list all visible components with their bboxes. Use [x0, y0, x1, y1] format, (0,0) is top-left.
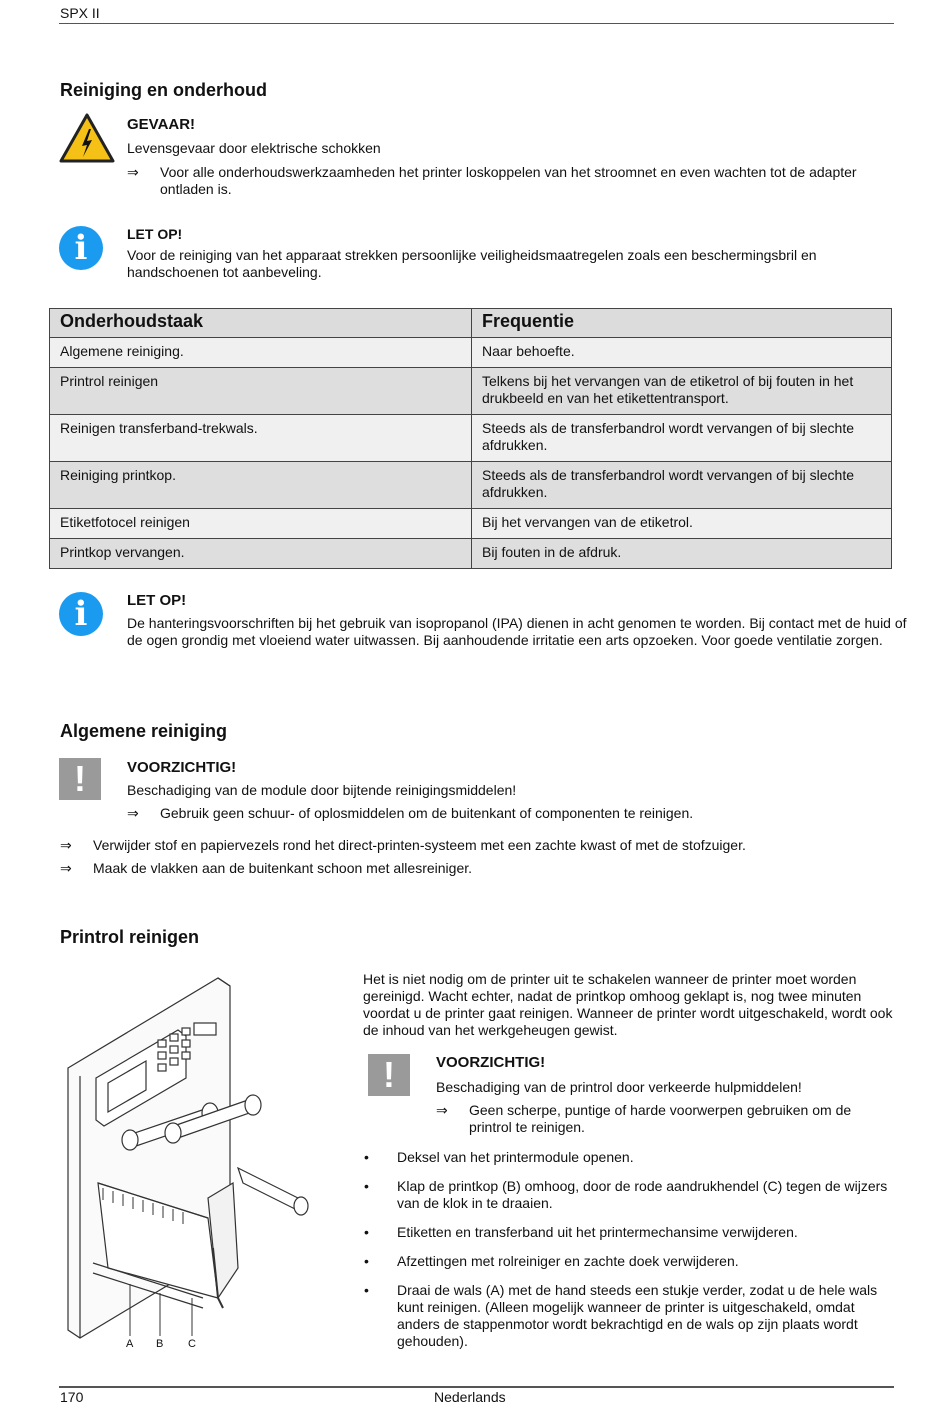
- danger-title: GEVAAR!: [127, 116, 196, 133]
- danger-text: Levensgevaar door elektrische schokken: [127, 140, 381, 156]
- table-row: [50, 509, 892, 539]
- header-divider: [59, 23, 894, 24]
- printer-mechanism-illustration: [58, 968, 318, 1353]
- list-item-text: Afzettingen met rolreiniger en zachte doek verwijderen.: [397, 1253, 739, 1269]
- arrow-icon: ⇒: [60, 837, 72, 853]
- list-item: [364, 1224, 894, 1241]
- info-icon: i: [59, 226, 103, 270]
- table-row: [50, 338, 892, 368]
- bullet-icon: •: [364, 1253, 369, 1269]
- page-number: 170: [60, 1389, 84, 1405]
- step-text: Verwijder stof en papiervezels rond het direct-printen-systeem met een zachte kwast of met de stofzuiger.: [93, 837, 746, 853]
- note-text: Voor de reiniging van het apparaat strekken persoonlijke veiligheidsmaatregelen zoals een beschermingsbril en handschoenen tot aanbeveling.: [127, 247, 817, 280]
- frequency-cell: Telkens bij het vervangen van de etiketrol of bij fouten in het drukbeeld en van het etikettentransport.: [472, 368, 892, 415]
- frequency-cell: Bij het vervangen van de etiketrol.: [472, 509, 892, 539]
- step-text: Maak de vlakken aan de buitenkant schoon met allesreiniger.: [93, 860, 473, 876]
- list-item-text: Draai de wals (A) met de hand steeds een stukje verder, zodat u de hele wals kunt reinigen. (Alleen mogelijk wanneer de printer is uitgeschakeld, omdat anders de stappenmotor wordt bekrachtigd en de wals op zijn plaats wordt gehouden).: [397, 1282, 878, 1349]
- task-cell: Reiniging printkop.: [50, 462, 472, 509]
- caution-text: Beschadiging van de module door bijtende reinigingsmiddelen!: [127, 782, 517, 798]
- frequency-cell: Steeds als de transferbandrol wordt vervangen of bij slechte afdrukken.: [472, 415, 892, 462]
- caution-title: VOORZICHTIG!: [436, 1054, 546, 1071]
- arrow-icon: ⇒: [60, 860, 72, 876]
- caution-instruction: Gebruik geen schuur- of oplosmiddelen om de buitenkant of componenten te reinigen.: [160, 805, 694, 821]
- print-roller-steps: [364, 1149, 894, 1362]
- maintenance-table: [49, 308, 892, 569]
- step-item: [60, 837, 880, 854]
- general-cleaning-steps: [60, 837, 880, 877]
- danger-instruction: Voor alle onderhoudswerkzaamheden het printer loskoppelen van het stroomnet en even wachten tot de adapter ontladen is.: [160, 164, 857, 197]
- danger-notice: [127, 116, 857, 198]
- caution-instruction: Geen scherpe, puntige of harde voorwerpen gebruiken om de printrol te reinigen.: [469, 1102, 852, 1135]
- note-ipa: [127, 592, 907, 649]
- section-title-print-roller: Printrol reinigen: [60, 927, 200, 947]
- table-row: [50, 462, 892, 509]
- list-item-text: Deksel van het printermodule openen.: [397, 1149, 634, 1165]
- list-item: [364, 1253, 894, 1270]
- bullet-icon: •: [364, 1224, 369, 1240]
- arrow-icon: ⇒: [127, 164, 139, 180]
- caution-exclamation-icon: !: [368, 1054, 410, 1096]
- footer-divider: [59, 1386, 894, 1388]
- caution-notice: [127, 759, 847, 822]
- high-voltage-warning-icon: [59, 113, 115, 168]
- caution-exclamation-icon: !: [59, 758, 101, 800]
- figure-label-c: C: [188, 1338, 196, 1350]
- figure-label-b: B: [156, 1338, 164, 1350]
- print-roller-intro: Het is niet nodig om de printer uit te schakelen wanneer de printer moet worden gereinigd. Wacht echter, nadat de printkop omhoog geklapt is, nog twee minuten voordat u de printer gaat reinigen. Wanneer de printer wordt uitgeschakeld, wordt ook de inhoud van het werkgeheugen gewist.: [363, 971, 893, 1038]
- figure-label-a: A: [126, 1338, 134, 1350]
- caution-text: Beschadiging van de printrol door verkeerde hulpmiddelen!: [436, 1079, 802, 1095]
- frequency-cell: Steeds als de transferbandrol wordt vervangen of bij slechte afdrukken.: [472, 462, 892, 509]
- section-title-general-cleaning: Algemene reiniging: [60, 721, 228, 741]
- list-item-text: Etiketten en transferband uit het printermechansime verwijderen.: [397, 1224, 798, 1240]
- table-row: [50, 539, 892, 569]
- task-cell: Printkop vervangen.: [50, 539, 472, 569]
- bullet-icon: •: [364, 1149, 369, 1165]
- bullet-icon: •: [364, 1178, 369, 1194]
- arrow-icon: ⇒: [127, 805, 139, 821]
- table-row: [50, 368, 892, 415]
- caution-title: VOORZICHTIG!: [127, 759, 237, 776]
- note-title: LET OP!: [127, 592, 187, 609]
- info-icon: i: [59, 592, 103, 636]
- note-safety: [127, 226, 867, 281]
- column-header-task: Onderhoudstaak: [50, 309, 472, 338]
- list-item: [364, 1149, 894, 1166]
- frequency-cell: Naar behoefte.: [472, 338, 892, 368]
- table-row: [50, 415, 892, 462]
- note-title: LET OP!: [127, 226, 183, 242]
- list-item: [364, 1282, 894, 1350]
- task-cell: Printrol reinigen: [50, 368, 472, 415]
- task-cell: Algemene reiniging.: [50, 338, 472, 368]
- column-header-frequency: Frequentie: [472, 309, 892, 338]
- step-item: [60, 860, 880, 877]
- document-header-title: SPX II: [60, 5, 100, 21]
- arrow-icon: ⇒: [436, 1102, 448, 1118]
- list-item-text: Klap de printkop (B) omhoog, door de rode aandrukhendel (C) tegen de wijzers van de klok in te draaien.: [397, 1178, 888, 1211]
- section-title-maintenance: Reiniging en onderhoud: [60, 80, 267, 100]
- task-cell: Etiketfotocel reinigen: [50, 509, 472, 539]
- footer-language: Nederlands: [434, 1389, 506, 1405]
- frequency-cell: Bij fouten in de afdruk.: [472, 539, 892, 569]
- task-cell: Reinigen transferband-trekwals.: [50, 415, 472, 462]
- caution-notice: [436, 1054, 886, 1136]
- note-text: De hanteringsvoorschriften bij het gebruik van isopropanol (IPA) dienen in acht genomen te worden. Bij contact met de huid of de ogen grondig met vloeiend water uitwassen. Bij aanhoudende irritatie een arts opzoeken. Voor goede ventilatie zorgen.: [127, 615, 907, 648]
- list-item: [364, 1178, 894, 1212]
- bullet-icon: •: [364, 1282, 369, 1298]
